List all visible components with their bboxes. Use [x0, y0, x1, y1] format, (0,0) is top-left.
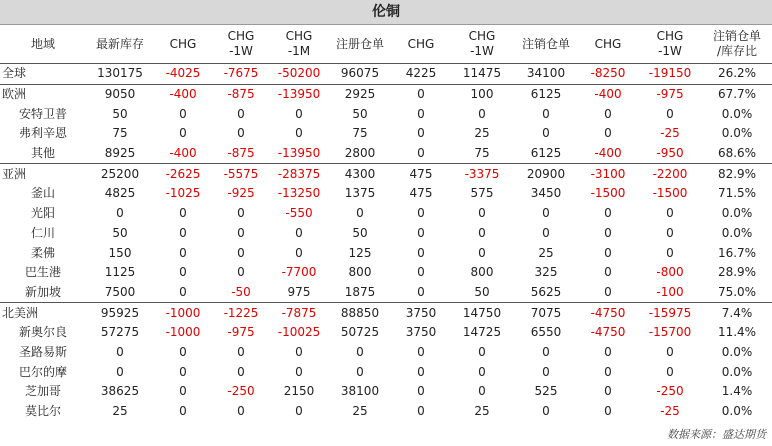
- value-cell: 0: [295, 344, 303, 359]
- value-cell: 0: [604, 364, 612, 379]
- value-cell: 95925: [86, 303, 154, 323]
- value-cell: 1375: [344, 186, 376, 201]
- value-cell: 6125: [514, 84, 578, 104]
- value-cell: 0: [417, 364, 425, 379]
- value-cell: 88850: [328, 303, 392, 323]
- value-cell: -50200: [277, 66, 321, 81]
- value-cell: 0: [295, 106, 303, 121]
- value-cell: 0: [417, 126, 425, 141]
- region-cell: 巴生港: [24, 265, 61, 280]
- value-cell: 1125: [104, 265, 136, 280]
- region-cell: 弗利辛恩: [18, 126, 67, 141]
- value-cell: 0: [237, 344, 245, 359]
- value-cell: 0: [417, 245, 425, 260]
- value-cell: -4750: [590, 325, 626, 340]
- column-header: CHG: [392, 25, 450, 64]
- value-cell: 0: [116, 344, 124, 359]
- value-cell: 0: [417, 206, 425, 221]
- value-cell: 75: [112, 126, 128, 141]
- value-cell: 0: [666, 245, 674, 260]
- value-cell: 0: [179, 106, 187, 121]
- value-cell: 0.0%: [721, 364, 753, 379]
- region-cell: 莫比尔: [24, 404, 61, 419]
- value-cell: 4825: [104, 186, 136, 201]
- value-cell: 0: [356, 344, 364, 359]
- value-cell: 50725: [340, 325, 380, 340]
- region-cell: 其他: [30, 146, 55, 161]
- value-cell: 0: [604, 265, 612, 280]
- table-row-subregion: [0, 144, 772, 164]
- value-cell: 5625: [530, 284, 562, 299]
- value-cell: 96075: [340, 66, 380, 81]
- value-cell: -550: [285, 206, 313, 221]
- table-row-subregion: [0, 283, 772, 303]
- value-cell: -3375: [450, 164, 514, 184]
- value-cell: 525: [534, 384, 558, 399]
- value-cell: -2625: [154, 164, 212, 184]
- column-header: 注销仓单 /库存比: [702, 25, 772, 64]
- value-cell: 800: [470, 265, 494, 280]
- table-row-subregion: [0, 224, 772, 244]
- value-cell: 0: [604, 404, 612, 419]
- value-cell: 0: [604, 284, 612, 299]
- value-cell: -950: [656, 146, 684, 161]
- value-cell: -975: [227, 325, 255, 340]
- column-header: CHG -1M: [270, 25, 328, 64]
- region-cell: 新奥尔良: [18, 325, 67, 340]
- value-cell: 20900: [514, 164, 578, 184]
- value-cell: 4225: [405, 66, 437, 81]
- column-header: CHG -1W: [638, 25, 702, 64]
- value-cell: 3450: [530, 186, 562, 201]
- value-cell: 26.2%: [717, 66, 757, 81]
- value-cell: 0: [417, 344, 425, 359]
- table-row-subregion: [0, 343, 772, 363]
- value-cell: -3100: [578, 164, 638, 184]
- value-cell: 34100: [526, 66, 566, 81]
- value-cell: 3750: [392, 303, 450, 323]
- value-cell: 25: [538, 245, 554, 260]
- value-cell: -13950: [277, 146, 321, 161]
- value-cell: 25: [474, 126, 490, 141]
- value-cell: -50: [231, 284, 251, 299]
- value-cell: 50: [474, 284, 490, 299]
- value-cell: 475: [392, 164, 450, 184]
- value-cell: 0: [417, 225, 425, 240]
- value-cell: 25: [352, 404, 368, 419]
- value-cell: 50: [352, 106, 368, 121]
- value-cell: 0: [237, 106, 245, 121]
- value-cell: 0: [116, 206, 124, 221]
- value-cell: -4750: [578, 303, 638, 323]
- value-cell: 0: [295, 364, 303, 379]
- value-cell: 0.0%: [721, 126, 753, 141]
- value-cell: 82.9%: [702, 164, 772, 184]
- value-cell: 0: [666, 106, 674, 121]
- value-cell: 0: [116, 364, 124, 379]
- value-cell: -400: [154, 84, 212, 104]
- value-cell: 7500: [104, 284, 136, 299]
- value-cell: 0: [179, 225, 187, 240]
- value-cell: 0: [417, 106, 425, 121]
- value-cell: 2150: [283, 384, 315, 399]
- region-cell: 安特卫普: [18, 106, 67, 121]
- value-cell: -13250: [277, 186, 321, 201]
- value-cell: 0.0%: [721, 404, 753, 419]
- value-cell: 0: [417, 265, 425, 280]
- value-cell: -25: [660, 404, 680, 419]
- table-row-subregion: [0, 204, 772, 224]
- table-row-subregion: [0, 104, 772, 124]
- table-row-subregion: [0, 243, 772, 263]
- value-cell: 6125: [530, 146, 562, 161]
- value-cell: 75: [352, 126, 368, 141]
- table-row-region: [0, 303, 772, 323]
- value-cell: 475: [409, 186, 433, 201]
- value-cell: 16.7%: [717, 245, 757, 260]
- region-cell: 巴尔的摩: [18, 364, 67, 379]
- value-cell: 0: [478, 106, 486, 121]
- value-cell: 0: [237, 364, 245, 379]
- value-cell: -400: [594, 146, 622, 161]
- value-cell: 67.7%: [702, 84, 772, 104]
- value-cell: 0: [542, 404, 550, 419]
- value-cell: 25: [474, 404, 490, 419]
- value-cell: 0: [478, 225, 486, 240]
- value-cell: 75: [474, 146, 490, 161]
- value-cell: 0: [417, 404, 425, 419]
- table-row-subregion: [0, 263, 772, 283]
- value-cell: 3750: [405, 325, 437, 340]
- region-cell: 圣路易斯: [18, 344, 67, 359]
- value-cell: 0.0%: [721, 344, 753, 359]
- header-row: [0, 25, 772, 64]
- value-cell: -7875: [270, 303, 328, 323]
- value-cell: 68.6%: [717, 146, 757, 161]
- value-cell: 0: [392, 84, 450, 104]
- value-cell: -800: [656, 265, 684, 280]
- value-cell: 325: [534, 265, 558, 280]
- column-header: CHG: [154, 25, 212, 64]
- value-cell: 0: [478, 384, 486, 399]
- table-title: 伦铜: [0, 0, 772, 25]
- table-row-region: [0, 84, 772, 104]
- value-cell: 7.4%: [702, 303, 772, 323]
- value-cell: 25200: [86, 164, 154, 184]
- lme-copper-table: [0, 25, 772, 421]
- value-cell: 150: [108, 245, 132, 260]
- value-cell: -15700: [648, 325, 692, 340]
- value-cell: -400: [169, 146, 197, 161]
- region-cell: 芝加哥: [24, 384, 61, 399]
- value-cell: -25: [660, 126, 680, 141]
- region-cell: 亚洲: [0, 164, 86, 184]
- value-cell: 0: [295, 126, 303, 141]
- value-cell: -7675: [223, 66, 259, 81]
- value-cell: -875: [227, 146, 255, 161]
- value-cell: 0: [179, 364, 187, 379]
- value-cell: 0: [356, 364, 364, 379]
- value-cell: -925: [227, 186, 255, 201]
- value-cell: 0.0%: [721, 106, 753, 121]
- column-header: 最新库存: [86, 25, 154, 64]
- value-cell: -7700: [281, 265, 317, 280]
- value-cell: 0: [478, 245, 486, 260]
- value-cell: 0: [179, 284, 187, 299]
- value-cell: 0: [604, 384, 612, 399]
- region-cell: 仁川: [30, 225, 55, 240]
- value-cell: 0: [356, 206, 364, 221]
- value-cell: 0: [478, 364, 486, 379]
- region-cell: 欧洲: [0, 84, 86, 104]
- value-cell: 0: [417, 146, 425, 161]
- value-cell: -4025: [165, 66, 201, 81]
- value-cell: 75.0%: [717, 284, 757, 299]
- value-cell: 100: [450, 84, 514, 104]
- value-cell: -1500: [590, 186, 626, 201]
- value-cell: -100: [656, 284, 684, 299]
- value-cell: 0: [478, 206, 486, 221]
- value-cell: 11.4%: [717, 325, 757, 340]
- value-cell: 0.0%: [721, 225, 753, 240]
- value-cell: 0: [237, 225, 245, 240]
- table-row-subregion: [0, 124, 772, 144]
- region-cell: 釜山: [30, 186, 55, 201]
- table-row-region: [0, 64, 772, 85]
- value-cell: -8250: [590, 66, 626, 81]
- column-header: CHG: [578, 25, 638, 64]
- value-cell: 0: [542, 206, 550, 221]
- value-cell: 0: [604, 126, 612, 141]
- column-header: CHG -1W: [212, 25, 270, 64]
- value-cell: -15975: [638, 303, 702, 323]
- value-cell: 0: [604, 344, 612, 359]
- value-cell: 50: [352, 225, 368, 240]
- region-cell: 柔佛: [30, 245, 55, 260]
- value-cell: 2800: [344, 146, 376, 161]
- table-row-subregion: [0, 323, 772, 343]
- table-row-subregion: [0, 184, 772, 204]
- value-cell: 0: [542, 225, 550, 240]
- value-cell: 800: [348, 265, 372, 280]
- column-header: 注销仓单: [514, 25, 578, 64]
- value-cell: -1225: [212, 303, 270, 323]
- value-cell: 38625: [100, 384, 140, 399]
- source-note: 数据来源：盛达期货: [667, 428, 766, 441]
- value-cell: 38100: [340, 384, 380, 399]
- value-cell: 130175: [97, 66, 143, 81]
- value-cell: 0.0%: [721, 206, 753, 221]
- value-cell: 9050: [86, 84, 154, 104]
- value-cell: 0: [604, 206, 612, 221]
- table-row-subregion: [0, 402, 772, 422]
- value-cell: 0: [237, 206, 245, 221]
- value-cell: 11475: [462, 66, 502, 81]
- value-cell: 7075: [514, 303, 578, 323]
- value-cell: 57275: [100, 325, 140, 340]
- value-cell: -875: [212, 84, 270, 104]
- value-cell: 6550: [530, 325, 562, 340]
- value-cell: -1000: [165, 325, 201, 340]
- value-cell: 25: [112, 404, 128, 419]
- value-cell: 0: [237, 404, 245, 419]
- value-cell: -975: [638, 84, 702, 104]
- region-cell: 新加坡: [24, 284, 61, 299]
- value-cell: 975: [287, 284, 311, 299]
- value-cell: 0: [295, 404, 303, 419]
- value-cell: 0: [542, 364, 550, 379]
- value-cell: 0: [179, 265, 187, 280]
- value-cell: 0: [237, 126, 245, 141]
- value-cell: 0: [179, 245, 187, 260]
- value-cell: -400: [578, 84, 638, 104]
- value-cell: -13950: [270, 84, 328, 104]
- value-cell: -1000: [154, 303, 212, 323]
- value-cell: 125: [348, 245, 372, 260]
- value-cell: 0: [666, 206, 674, 221]
- value-cell: 0: [179, 384, 187, 399]
- column-header: 注册仓单: [328, 25, 392, 64]
- value-cell: 0: [542, 126, 550, 141]
- value-cell: 575: [470, 186, 494, 201]
- value-cell: -250: [227, 384, 255, 399]
- column-header: CHG -1W: [450, 25, 514, 64]
- value-cell: 0: [417, 384, 425, 399]
- value-cell: 0: [295, 225, 303, 240]
- value-cell: 0: [179, 344, 187, 359]
- value-cell: -10025: [277, 325, 321, 340]
- value-cell: 0: [478, 344, 486, 359]
- value-cell: -19150: [648, 66, 692, 81]
- value-cell: 0: [604, 106, 612, 121]
- value-cell: 0: [179, 126, 187, 141]
- table-row-region: [0, 164, 772, 184]
- value-cell: -1500: [652, 186, 688, 201]
- region-cell: 光阳: [30, 206, 55, 221]
- value-cell: 50: [112, 106, 128, 121]
- value-cell: 4300: [328, 164, 392, 184]
- value-cell: 8925: [104, 146, 136, 161]
- value-cell: -2200: [638, 164, 702, 184]
- value-cell: 0: [295, 245, 303, 260]
- value-cell: -250: [656, 384, 684, 399]
- value-cell: 2925: [328, 84, 392, 104]
- region-cell: 全球: [2, 66, 27, 81]
- value-cell: 14750: [450, 303, 514, 323]
- value-cell: 1.4%: [721, 384, 753, 399]
- value-cell: 0: [237, 265, 245, 280]
- value-cell: 0: [604, 225, 612, 240]
- table-row-subregion: [0, 362, 772, 382]
- value-cell: -1025: [165, 186, 201, 201]
- value-cell: 0: [237, 245, 245, 260]
- value-cell: -28375: [270, 164, 328, 184]
- value-cell: 0: [666, 364, 674, 379]
- value-cell: 0: [179, 206, 187, 221]
- value-cell: 14725: [462, 325, 502, 340]
- value-cell: 0: [604, 245, 612, 260]
- value-cell: 28.9%: [717, 265, 757, 280]
- value-cell: 0: [666, 225, 674, 240]
- table-row-subregion: [0, 382, 772, 402]
- value-cell: 71.5%: [717, 186, 757, 201]
- value-cell: 1875: [344, 284, 376, 299]
- value-cell: 0: [417, 284, 425, 299]
- value-cell: 0: [179, 404, 187, 419]
- value-cell: 0: [542, 106, 550, 121]
- value-cell: 0: [542, 344, 550, 359]
- value-cell: -5575: [212, 164, 270, 184]
- region-cell: 北美洲: [0, 303, 86, 323]
- column-header: 地域: [0, 25, 86, 64]
- value-cell: 50: [112, 225, 128, 240]
- value-cell: 0: [666, 344, 674, 359]
